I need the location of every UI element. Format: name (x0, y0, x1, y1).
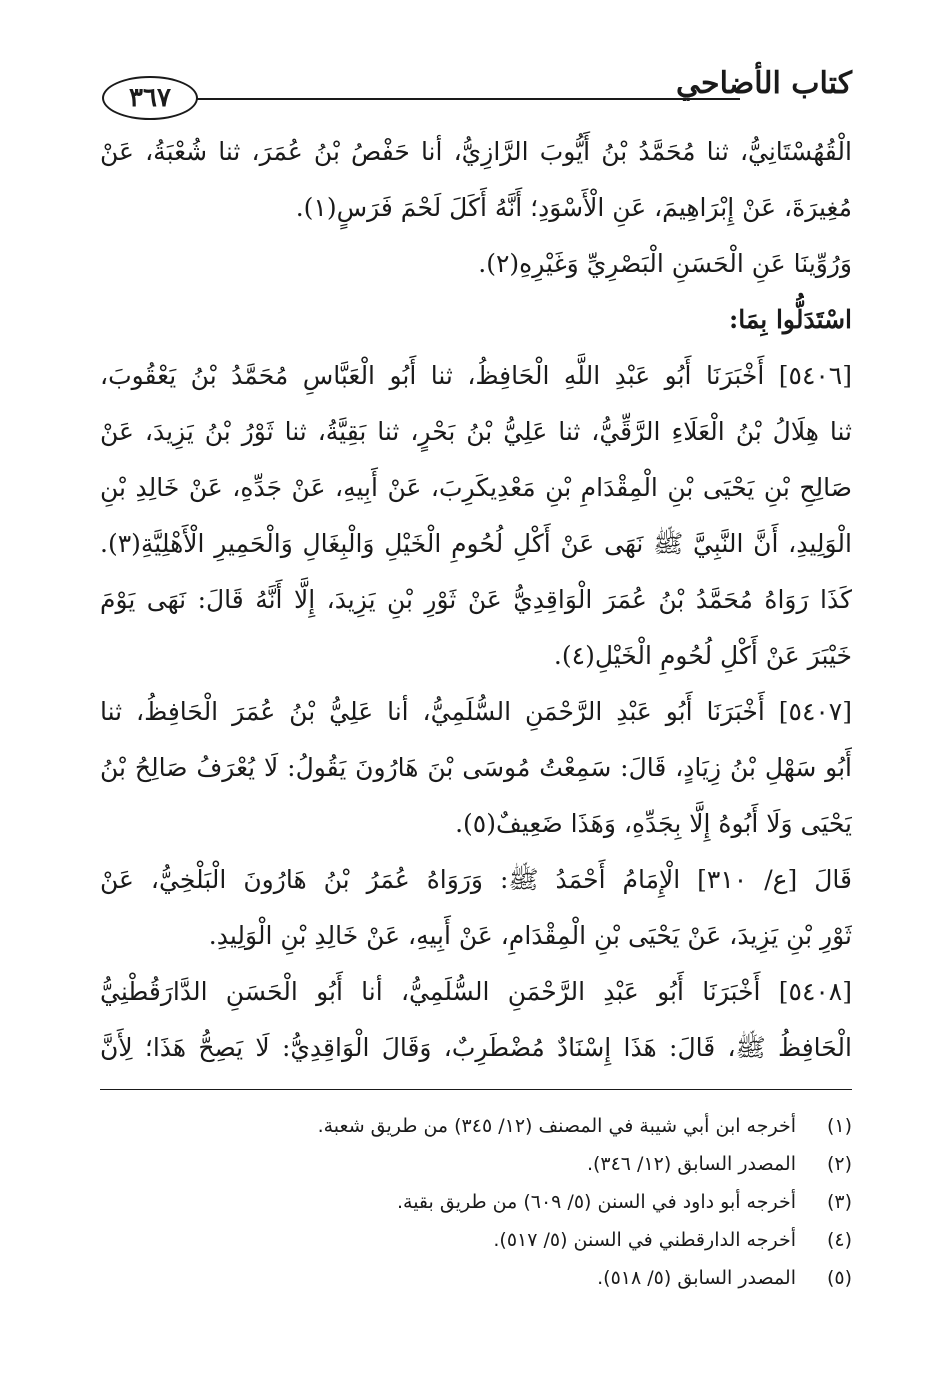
page-number: ٣٦٧ (102, 76, 198, 120)
text-line: صَالِحِ بْنِ يَحْيَى بْنِ الْمِقْدَامِ بْنِ مَعْدِيكَرِبَ، عَنْ أَبِيهِ، عَنْ جَدِّهِ، عَنْ خَالِدِ بْنِ (100, 473, 852, 502)
footnote (100, 1107, 852, 1145)
footnote-number: (٤) (826, 1229, 852, 1251)
footnote-number: (٥) (826, 1267, 852, 1289)
book-title: كتاب الأضاحي (676, 66, 852, 101)
footnote-text: أخرجه أبو داود في السنن (٥/ ٦٠٩) من طريق بقية. (396, 1191, 796, 1213)
footnote (100, 1145, 852, 1183)
section-heading: اسْتَدَلُّوا بِمَا: (729, 305, 852, 334)
text-line: أَبُو سَهْلِ بْنُ زِيَادٍ، قَالَ: سَمِعْتُ مُوسَى بْنَ هَارُونَ يَقُولُ: لَا يُعْرَفُ صَالِحُ بْنُ (100, 753, 852, 782)
footnote-number: (٣) (826, 1191, 852, 1213)
footnote (100, 1221, 852, 1259)
footnote-text: المصدر السابق (٥/ ٥١٨). (597, 1267, 796, 1289)
header-rule (196, 98, 740, 100)
text-line: خَيْبَرَ عَنْ أَكْلِ لُحُومِ الْخَيْلِ(٤). (553, 641, 852, 670)
hadith-line: [٥٤٠٦] أَخْبَرَنَا أَبُو عَبْدِ اللَّهِ الْحَافِظُ، ثنا أَبُو الْعَبَّاسِ مُحَمَّدُ بْنُ يَعْقُوبَ، (100, 361, 852, 390)
hadith-line: [٥٤٠٧] أَخْبَرَنَا أَبُو عَبْدِ الرَّحْمَنِ السُّلَمِيُّ، أنا عَلِيُّ بْنُ عُمَرَ الْحَافِظُ، ثنا (100, 697, 852, 726)
text-line: قَالَ [ع/ ٣١٠] الْإِمَامُ أَحْمَدُ ﷺ: وَرَوَاهُ عُمَرُ بْنُ هَارُونَ الْبَلْخِيُّ، عَنْ (100, 865, 852, 894)
footnote-number: (١) (826, 1115, 852, 1137)
footnote-text: أخرجه الدارقطني في السنن (٥/ ٥١٧). (493, 1229, 796, 1251)
text-line: الْحَافِظُ ﷺ، قَالَ: هَذَا إِسْنَادٌ مُضْطَرِبٌ، وَقَالَ الْوَاقِدِيُّ: لَا يَصِحُّ هَذَا؛ لِأَنَّ (100, 1033, 852, 1062)
text-line: ثنا هِلَالُ بْنُ الْعَلَاءِ الرَّقِّيُّ، ثنا عَلِيُّ بْنُ بَحْرٍ، ثنا بَقِيَّةُ، ثنا ثَوْرُ بْنُ يَزِيدَ، عَنْ (100, 417, 852, 446)
footnote-separator (100, 1089, 852, 1090)
page-header (100, 62, 852, 132)
text-line: وَرُوِّينَا عَنِ الْحَسَنِ الْبَصْرِيِّ وَغَيْرِهِ(٢). (478, 249, 852, 278)
text-line: يَحْيَى وَلَا أَبُوهُ إِلَّا بِجَدِّهِ، وَهَذَا ضَعِيفٌ(٥). (455, 809, 852, 838)
footnote (100, 1183, 852, 1221)
footnotes (100, 1107, 852, 1297)
footnote (100, 1259, 852, 1297)
footnote-number: (٢) (826, 1153, 852, 1175)
hadith-line: [٥٤٠٨] أَخْبَرَنَا أَبُو عَبْدِ الرَّحْمَنِ السُّلَمِيُّ، أنا أَبُو الْحَسَنِ الدَّارَقُطْنِيُّ (100, 977, 852, 1006)
text-line: مُغِيرَةَ، عَنْ إِبْرَاهِيمَ، عَنِ الْأَسْوَدِ؛ أَنَّهُ أَكَلَ لَحْمَ فَرَسٍ(١). (295, 193, 852, 222)
text-line: الْقُهُسْتَانِيُّ، ثنا مُحَمَّدُ بْنُ أَيُّوبَ الرَّازِيُّ، أنا حَفْصُ بْنُ عُمَرَ، ثنا شُعْبَةُ، عَنْ (100, 137, 852, 166)
footnote-text: المصدر السابق (١٢/ ٣٤٦). (586, 1153, 796, 1175)
text-line: الْوَلِيدِ، أَنَّ النَّبِيَّ ﷺ نَهَى عَنْ أَكْلِ لُحُومِ الْخَيْلِ وَالْبِغَالِ وَالْحَمِيرِ الْأَهْلِيَّةِ(٣). (100, 529, 852, 558)
text-line: ثَوْرِ بْنِ يَزِيدَ، عَنْ يَحْيَى بْنِ الْمِقْدَامِ، عَنْ أَبِيهِ، عَنْ خَالِدِ بْنِ الْوَلِيدِ. (208, 921, 852, 950)
footnote-text: أخرجه ابن أبي شيبة في المصنف (١٢/ ٣٤٥) من طريق شعبة. (317, 1115, 796, 1137)
main-text (100, 124, 852, 1076)
text-line: كَذَا رَوَاهُ مُحَمَّدُ بْنُ عُمَرَ الْوَاقِدِيُّ عَنْ ثَوْرِ بْنِ يَزِيدَ، إِلَّا أَنَّهُ قَالَ: نَهَى يَوْمَ (100, 585, 852, 614)
